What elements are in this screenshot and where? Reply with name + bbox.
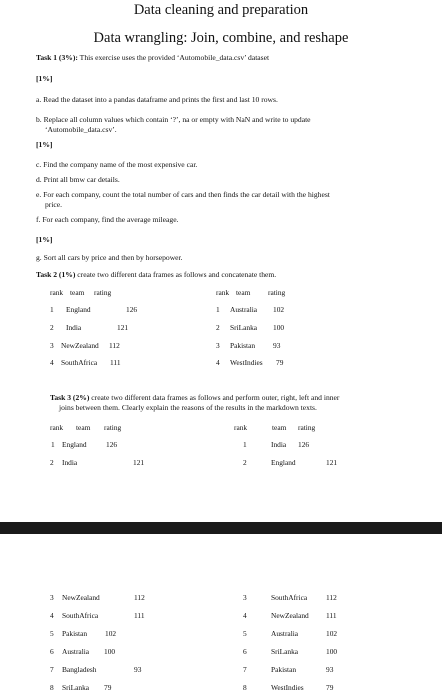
task1-item-b-line2: ‘Automobile_data.csv’. bbox=[45, 125, 117, 134]
table-cell: 4 bbox=[50, 358, 54, 367]
table-cell: NewZealand bbox=[271, 611, 309, 620]
table-cell: England bbox=[66, 305, 91, 314]
task1-item-e-line1: e. For each company, count the total number of cars and then finds the car detail with the highest bbox=[36, 190, 330, 199]
table-cell: 2 bbox=[50, 323, 54, 332]
table-cell: 4 bbox=[243, 611, 247, 620]
task1-item-e-line2: price. bbox=[45, 200, 63, 209]
table-cell: 111 bbox=[326, 611, 337, 620]
table-cell: 126 bbox=[106, 440, 118, 449]
table-cell: Bangladesh bbox=[62, 665, 97, 674]
task3-left-header-rating: rating bbox=[104, 423, 122, 432]
task1-mark-3: [1%] bbox=[36, 235, 53, 244]
table-cell: 79 bbox=[326, 683, 334, 692]
task1-heading: Task 1 (3%): bbox=[36, 53, 78, 62]
task2-description bbox=[36, 270, 276, 280]
task1-item-f: f. For each company, find the average mileage. bbox=[36, 215, 179, 224]
table-cell: 3 bbox=[243, 593, 247, 602]
table-cell: 112 bbox=[326, 593, 337, 602]
table-cell: Australia bbox=[271, 629, 299, 638]
task3-right-header-rating: rating bbox=[298, 423, 316, 432]
table-cell: 102 bbox=[105, 629, 117, 638]
task2-right-header-rank: rank bbox=[216, 288, 230, 297]
task2-left-header-rating: rating bbox=[94, 288, 112, 297]
table-cell: NewZealand bbox=[61, 341, 99, 350]
document-subtitle: Data wrangling: Join, combine, and reshape bbox=[93, 30, 349, 46]
table-cell: 8 bbox=[50, 683, 54, 692]
table-cell: 8 bbox=[243, 683, 247, 692]
task1-item-a: a. Read the dataset into a pandas dataframe and prints the first and last 10 rows. bbox=[36, 95, 278, 104]
table-cell: 93 bbox=[134, 665, 142, 674]
table-cell: Pakistan bbox=[230, 341, 256, 350]
table-cell: India bbox=[66, 323, 82, 332]
task3-right-header-rank: rank bbox=[234, 423, 248, 432]
table-cell: 79 bbox=[104, 683, 112, 692]
task3-right-header-team: team bbox=[272, 423, 287, 432]
table-cell: 100 bbox=[104, 647, 116, 656]
table-cell: 111 bbox=[110, 358, 121, 367]
task2-left-header-rank: rank bbox=[50, 288, 64, 297]
table-cell: 4 bbox=[216, 358, 220, 367]
table-cell: SouthAfrica bbox=[62, 611, 99, 620]
table-cell: 112 bbox=[109, 341, 120, 350]
table-cell: 3 bbox=[216, 341, 220, 350]
table-cell: 2 bbox=[243, 458, 247, 467]
table-cell: SriLanka bbox=[230, 323, 258, 332]
task1-intro bbox=[36, 53, 269, 63]
table-cell: 2 bbox=[50, 458, 54, 467]
table-cell: 7 bbox=[50, 665, 54, 674]
table-cell: 121 bbox=[326, 458, 338, 467]
table-cell: WestIndies bbox=[271, 683, 304, 692]
table-cell: SouthAfrica bbox=[271, 593, 308, 602]
table-cell: 100 bbox=[273, 323, 285, 332]
table-cell: 7 bbox=[243, 665, 247, 674]
task2-heading: Task 2 (1%) bbox=[36, 270, 76, 279]
task3-heading: Task 3 (2%) bbox=[50, 393, 90, 402]
table-cell: 100 bbox=[326, 647, 338, 656]
table-cell: India bbox=[271, 440, 287, 449]
task3-text-line1: create two different data frames as follows and perform outer, right, left and inner bbox=[89, 393, 340, 402]
task1-item-e bbox=[36, 190, 330, 210]
table-cell: 121 bbox=[133, 458, 145, 467]
task2-text: create two different data frames as follows and concatenate them. bbox=[75, 270, 277, 279]
table-cell: Pakistan bbox=[62, 629, 88, 638]
table-cell: 126 bbox=[298, 440, 310, 449]
page-break-bar bbox=[0, 522, 442, 534]
task1-item-c: c. Find the company name of the most expensive car. bbox=[36, 160, 198, 169]
task1-item-b bbox=[36, 115, 311, 135]
table-cell: Pakistan bbox=[271, 665, 297, 674]
task2-right-header-rating: rating bbox=[268, 288, 286, 297]
table-cell: 4 bbox=[50, 611, 54, 620]
table-cell: 3 bbox=[50, 341, 54, 350]
task1-mark-1: [1%] bbox=[36, 74, 53, 83]
table-cell: 1 bbox=[243, 440, 247, 449]
task1-intro-text: This exercise uses the provided ‘Automobile_data.csv’ dataset bbox=[77, 53, 270, 62]
table-cell: 126 bbox=[126, 305, 138, 314]
task3-left-header-rank: rank bbox=[50, 423, 64, 432]
table-cell: 111 bbox=[134, 611, 145, 620]
table-cell: 2 bbox=[216, 323, 220, 332]
table-cell: Australia bbox=[230, 305, 258, 314]
table-cell: 1 bbox=[51, 440, 55, 449]
task2-right-header-team: team bbox=[236, 288, 251, 297]
table-cell: 112 bbox=[134, 593, 145, 602]
table-cell: 5 bbox=[243, 629, 247, 638]
table-cell: England bbox=[271, 458, 296, 467]
document-title: Data cleaning and preparation bbox=[133, 2, 309, 18]
table-cell: SriLanka bbox=[271, 647, 299, 656]
table-cell: 79 bbox=[276, 358, 284, 367]
task2-left-header-team: team bbox=[70, 288, 85, 297]
table-cell: NewZealand bbox=[62, 593, 100, 602]
task3-text-line2: joins between them. Clearly explain the reasons of the results in the markdown texts. bbox=[59, 403, 317, 412]
task1-item-d: d. Print all bmw car details. bbox=[36, 175, 120, 184]
table-cell: 3 bbox=[50, 593, 54, 602]
table-cell: 121 bbox=[117, 323, 129, 332]
table-cell: 102 bbox=[273, 305, 285, 314]
table-cell: 1 bbox=[216, 305, 220, 314]
task1-mark-2: [1%] bbox=[36, 140, 53, 149]
table-cell: SriLanka bbox=[62, 683, 90, 692]
table-cell: 93 bbox=[326, 665, 334, 674]
table-cell: 1 bbox=[50, 305, 54, 314]
table-cell: 93 bbox=[273, 341, 281, 350]
page-break-gap bbox=[0, 534, 442, 566]
table-cell: 6 bbox=[243, 647, 247, 656]
task1-item-b-line1: b. Replace all column values which contain ‘?’, na or empty with NaN and write to update bbox=[36, 115, 311, 124]
table-cell: 102 bbox=[326, 629, 338, 638]
table-cell: India bbox=[62, 458, 78, 467]
table-cell: SouthAfrica bbox=[61, 358, 98, 367]
table-cell: England bbox=[62, 440, 87, 449]
table-cell: Australia bbox=[62, 647, 90, 656]
task3-left-header-team: team bbox=[76, 423, 91, 432]
task3-description bbox=[50, 393, 339, 413]
table-cell: WestIndies bbox=[230, 358, 263, 367]
table-cell: 5 bbox=[50, 629, 54, 638]
task1-item-g: g. Sort all cars by price and then by horsepower. bbox=[36, 253, 183, 262]
table-cell: 6 bbox=[50, 647, 54, 656]
